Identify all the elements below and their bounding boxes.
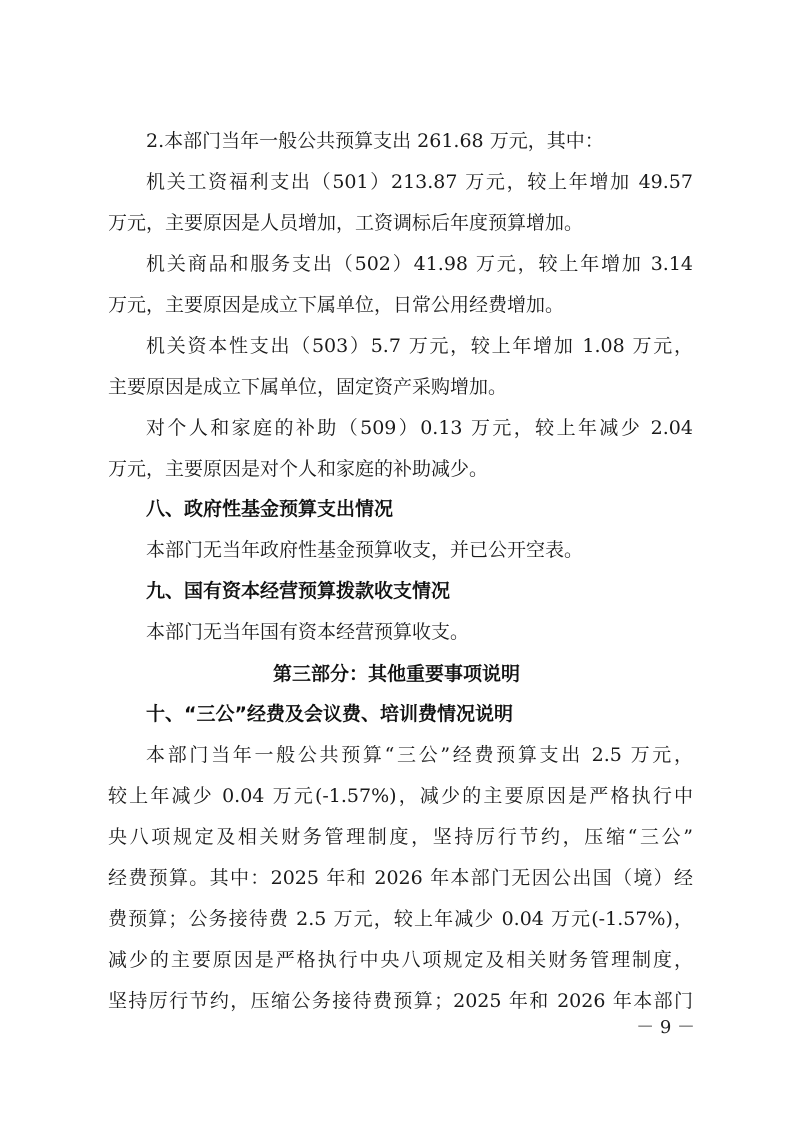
paragraph-line: 万元，主要原因是成立下属单位，日常公用经费增加。 [108,294,565,316]
paragraph-line: 费预算；公务接待费 2.5 万元，较上年减少 0.04 万元(-1.57%)， [108,908,693,930]
section-heading-10: 十、“三公”经费及会议费、培训费情况说明 [146,703,513,725]
paragraph-line: 对个人和家庭的补助（509）0.13 万元，较上年减少 2.04 [146,417,693,439]
paragraph-line: 本部门无当年国有资本经营预算收支。 [146,621,470,643]
paragraph-line: 坚持厉行节约，压缩公务接待费预算；2025 年和 2026 年本部门 [108,990,693,1012]
paragraph-line: 万元，主要原因是人员增加，工资调标后年度预算增加。 [108,212,584,234]
section-heading-8: 八、政府性基金预算支出情况 [146,498,394,520]
part-title: 第三部分：其他重要事项说明 [272,663,520,685]
paragraph-line: 机关资本性支出（503）5.7 万元，较上年增加 1.08 万元， [146,335,693,357]
section-heading-9: 九、国有资本经营预算拨款收支情况 [146,580,451,602]
paragraph-line: 机关商品和服务支出（502）41.98 万元，较上年增加 3.14 [146,253,693,275]
paragraph-line: 减少的主要原因是严格执行中央八项规定及相关财务管理制度， [108,949,693,971]
paragraph-line: 央八项规定及相关财务管理制度，坚持厉行节约，压缩“三公” [108,826,693,848]
paragraph-line: 万元，主要原因是对个人和家庭的补助减少。 [108,458,489,480]
paragraph-line: 本部门当年一般公共预算“三公”经费预算支出 2.5 万元， [146,744,693,766]
paragraph-line: 经费预算。其中：2025 年和 2026 年本部门无因公出国（境）经 [108,867,693,889]
paragraph-line: 机关工资福利支出（501）213.87 万元，较上年增加 49.57 [146,171,693,193]
paragraph-line: 本部门无当年政府性基金预算收支，并已公开空表。 [146,539,584,561]
paragraph-line: 2.本部门当年一般公共预算支出 261.68 万元，其中： [146,130,604,152]
paragraph-line: 较上年减少 0.04 万元(-1.57%)，减少的主要原因是严格执行中 [108,785,693,807]
page-number: － 9 － [636,1017,695,1038]
paragraph-line: 主要原因是成立下属单位，固定资产采购增加。 [108,376,508,398]
